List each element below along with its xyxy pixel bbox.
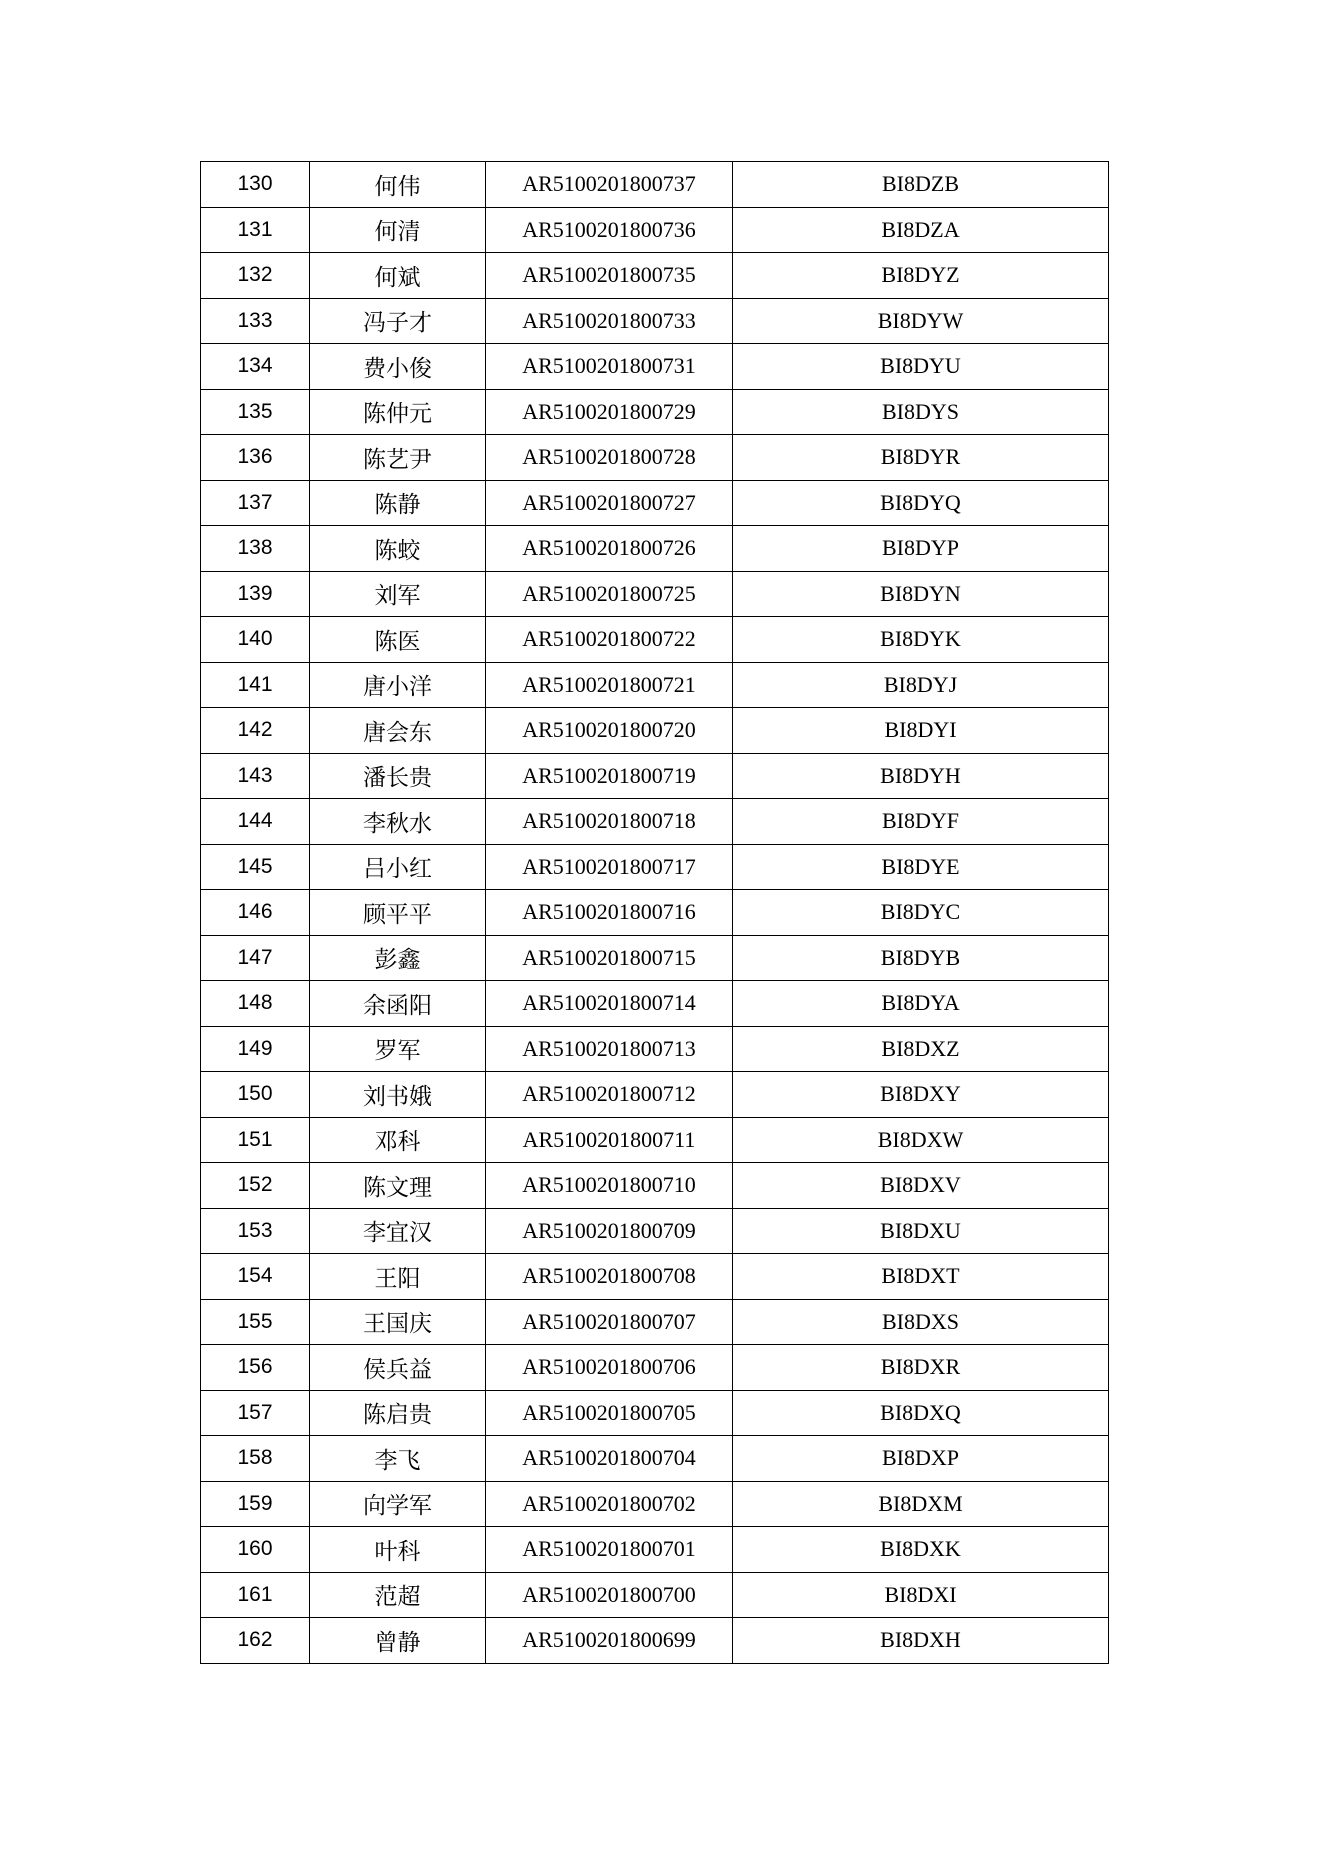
certificate-number-cell: AR5100201800721: [486, 662, 733, 708]
table-row: [201, 1527, 1109, 1573]
member-name-cell: 李飞: [310, 1436, 486, 1482]
row-number-cell: 131: [201, 207, 310, 253]
certificate-number-cell: AR5100201800729: [486, 389, 733, 435]
call-sign-cell: BI8DXV: [733, 1163, 1109, 1209]
member-name-cell: 范超: [310, 1572, 486, 1618]
call-sign-cell: BI8DYF: [733, 799, 1109, 845]
table-row: [201, 844, 1109, 890]
call-sign-cell: BI8DXR: [733, 1345, 1109, 1391]
member-name-cell: 陈文理: [310, 1163, 486, 1209]
table-row: [201, 662, 1109, 708]
certificate-number-cell: AR5100201800733: [486, 298, 733, 344]
row-number-cell: 143: [201, 753, 310, 799]
certificate-number-cell: AR5100201800718: [486, 799, 733, 845]
row-number-cell: 138: [201, 526, 310, 572]
member-name-cell: 顾平平: [310, 890, 486, 936]
call-sign-cell: BI8DXW: [733, 1117, 1109, 1163]
row-number-cell: 148: [201, 981, 310, 1027]
call-sign-cell: BI8DYK: [733, 617, 1109, 663]
certificate-number-cell: AR5100201800727: [486, 480, 733, 526]
row-number-cell: 133: [201, 298, 310, 344]
member-name-cell: 唐会东: [310, 708, 486, 754]
call-sign-cell: BI8DXQ: [733, 1390, 1109, 1436]
member-name-cell: 叶科: [310, 1527, 486, 1573]
call-sign-cell: BI8DYB: [733, 935, 1109, 981]
member-name-cell: 陈医: [310, 617, 486, 663]
row-number-cell: 151: [201, 1117, 310, 1163]
call-sign-cell: BI8DXH: [733, 1618, 1109, 1664]
table-row: [201, 1436, 1109, 1482]
call-sign-cell: BI8DYU: [733, 344, 1109, 390]
table-row: [201, 1254, 1109, 1300]
table-row: [201, 1026, 1109, 1072]
row-number-cell: 161: [201, 1572, 310, 1618]
certificate-number-cell: AR5100201800704: [486, 1436, 733, 1482]
certificate-number-cell: AR5100201800699: [486, 1618, 733, 1664]
certificate-number-cell: AR5100201800712: [486, 1072, 733, 1118]
table-row: [201, 207, 1109, 253]
member-name-cell: 何伟: [310, 162, 486, 208]
certificate-number-cell: AR5100201800709: [486, 1208, 733, 1254]
roster-table-body: [201, 162, 1109, 1664]
call-sign-cell: BI8DYP: [733, 526, 1109, 572]
table-row: [201, 1163, 1109, 1209]
certificate-number-cell: AR5100201800735: [486, 253, 733, 299]
row-number-cell: 145: [201, 844, 310, 890]
certificate-number-cell: AR5100201800710: [486, 1163, 733, 1209]
certificate-number-cell: AR5100201800717: [486, 844, 733, 890]
call-sign-cell: BI8DYW: [733, 298, 1109, 344]
member-name-cell: 陈启贵: [310, 1390, 486, 1436]
row-number-cell: 135: [201, 389, 310, 435]
certificate-number-cell: AR5100201800725: [486, 571, 733, 617]
member-name-cell: 罗军: [310, 1026, 486, 1072]
table-row: [201, 526, 1109, 572]
row-number-cell: 140: [201, 617, 310, 663]
member-name-cell: 冯子才: [310, 298, 486, 344]
call-sign-cell: BI8DZB: [733, 162, 1109, 208]
certificate-number-cell: AR5100201800702: [486, 1481, 733, 1527]
table-row: [201, 799, 1109, 845]
roster-table: [200, 161, 1109, 1664]
member-name-cell: 费小俊: [310, 344, 486, 390]
call-sign-cell: BI8DXM: [733, 1481, 1109, 1527]
table-row: [201, 435, 1109, 481]
row-number-cell: 146: [201, 890, 310, 936]
member-name-cell: 李宜汉: [310, 1208, 486, 1254]
row-number-cell: 134: [201, 344, 310, 390]
member-name-cell: 潘长贵: [310, 753, 486, 799]
table-row: [201, 1618, 1109, 1664]
member-name-cell: 向学军: [310, 1481, 486, 1527]
certificate-number-cell: AR5100201800707: [486, 1299, 733, 1345]
certificate-number-cell: AR5100201800701: [486, 1527, 733, 1573]
row-number-cell: 141: [201, 662, 310, 708]
call-sign-cell: BI8DXU: [733, 1208, 1109, 1254]
certificate-number-cell: AR5100201800700: [486, 1572, 733, 1618]
table-row: [201, 253, 1109, 299]
certificate-number-cell: AR5100201800720: [486, 708, 733, 754]
call-sign-cell: BI8DXP: [733, 1436, 1109, 1482]
table-row: [201, 935, 1109, 981]
certificate-number-cell: AR5100201800737: [486, 162, 733, 208]
table-row: [201, 389, 1109, 435]
table-row: [201, 344, 1109, 390]
member-name-cell: 余函阳: [310, 981, 486, 1027]
call-sign-cell: BI8DXK: [733, 1527, 1109, 1573]
call-sign-cell: BI8DYR: [733, 435, 1109, 481]
call-sign-cell: BI8DXZ: [733, 1026, 1109, 1072]
table-row: [201, 298, 1109, 344]
row-number-cell: 158: [201, 1436, 310, 1482]
member-name-cell: 侯兵益: [310, 1345, 486, 1391]
certificate-number-cell: AR5100201800726: [486, 526, 733, 572]
row-number-cell: 162: [201, 1618, 310, 1664]
call-sign-cell: BI8DXY: [733, 1072, 1109, 1118]
row-number-cell: 136: [201, 435, 310, 481]
row-number-cell: 137: [201, 480, 310, 526]
row-number-cell: 144: [201, 799, 310, 845]
table-row: [201, 480, 1109, 526]
certificate-number-cell: AR5100201800706: [486, 1345, 733, 1391]
call-sign-cell: BI8DYA: [733, 981, 1109, 1027]
member-name-cell: 李秋水: [310, 799, 486, 845]
certificate-number-cell: AR5100201800731: [486, 344, 733, 390]
member-name-cell: 王阳: [310, 1254, 486, 1300]
member-name-cell: 刘书娥: [310, 1072, 486, 1118]
row-number-cell: 139: [201, 571, 310, 617]
table-row: [201, 1117, 1109, 1163]
table-row: [201, 1299, 1109, 1345]
table-row: [201, 1345, 1109, 1391]
certificate-number-cell: AR5100201800719: [486, 753, 733, 799]
table-row: [201, 162, 1109, 208]
certificate-number-cell: AR5100201800711: [486, 1117, 733, 1163]
call-sign-cell: BI8DYN: [733, 571, 1109, 617]
table-row: [201, 708, 1109, 754]
row-number-cell: 130: [201, 162, 310, 208]
call-sign-cell: BI8DZA: [733, 207, 1109, 253]
row-number-cell: 155: [201, 1299, 310, 1345]
member-name-cell: 何清: [310, 207, 486, 253]
call-sign-cell: BI8DXT: [733, 1254, 1109, 1300]
row-number-cell: 159: [201, 1481, 310, 1527]
call-sign-cell: BI8DYH: [733, 753, 1109, 799]
table-row: [201, 753, 1109, 799]
table-row: [201, 1208, 1109, 1254]
call-sign-cell: BI8DYZ: [733, 253, 1109, 299]
member-name-cell: 陈静: [310, 480, 486, 526]
member-name-cell: 陈艺尹: [310, 435, 486, 481]
row-number-cell: 156: [201, 1345, 310, 1391]
certificate-number-cell: AR5100201800714: [486, 981, 733, 1027]
call-sign-cell: BI8DYE: [733, 844, 1109, 890]
member-name-cell: 唐小洋: [310, 662, 486, 708]
member-name-cell: 陈仲元: [310, 389, 486, 435]
table-row: [201, 1481, 1109, 1527]
certificate-number-cell: AR5100201800728: [486, 435, 733, 481]
call-sign-cell: BI8DYS: [733, 389, 1109, 435]
table-row: [201, 981, 1109, 1027]
certificate-number-cell: AR5100201800708: [486, 1254, 733, 1300]
member-name-cell: 邓科: [310, 1117, 486, 1163]
certificate-number-cell: AR5100201800716: [486, 890, 733, 936]
certificate-number-cell: AR5100201800715: [486, 935, 733, 981]
call-sign-cell: BI8DXI: [733, 1572, 1109, 1618]
table-row: [201, 890, 1109, 936]
member-name-cell: 陈蛟: [310, 526, 486, 572]
call-sign-cell: BI8DYQ: [733, 480, 1109, 526]
certificate-number-cell: AR5100201800713: [486, 1026, 733, 1072]
row-number-cell: 147: [201, 935, 310, 981]
table-row: [201, 1572, 1109, 1618]
row-number-cell: 149: [201, 1026, 310, 1072]
member-name-cell: 彭鑫: [310, 935, 486, 981]
certificate-number-cell: AR5100201800736: [486, 207, 733, 253]
certificate-number-cell: AR5100201800705: [486, 1390, 733, 1436]
call-sign-cell: BI8DXS: [733, 1299, 1109, 1345]
table-row: [201, 617, 1109, 663]
member-name-cell: 刘军: [310, 571, 486, 617]
table-row: [201, 1390, 1109, 1436]
row-number-cell: 142: [201, 708, 310, 754]
call-sign-cell: BI8DYC: [733, 890, 1109, 936]
row-number-cell: 153: [201, 1208, 310, 1254]
row-number-cell: 150: [201, 1072, 310, 1118]
member-name-cell: 王国庆: [310, 1299, 486, 1345]
member-name-cell: 何斌: [310, 253, 486, 299]
row-number-cell: 132: [201, 253, 310, 299]
certificate-number-cell: AR5100201800722: [486, 617, 733, 663]
row-number-cell: 157: [201, 1390, 310, 1436]
member-name-cell: 曾静: [310, 1618, 486, 1664]
row-number-cell: 152: [201, 1163, 310, 1209]
table-row: [201, 571, 1109, 617]
row-number-cell: 160: [201, 1527, 310, 1573]
row-number-cell: 154: [201, 1254, 310, 1300]
call-sign-cell: BI8DYI: [733, 708, 1109, 754]
call-sign-cell: BI8DYJ: [733, 662, 1109, 708]
table-row: [201, 1072, 1109, 1118]
member-name-cell: 吕小红: [310, 844, 486, 890]
